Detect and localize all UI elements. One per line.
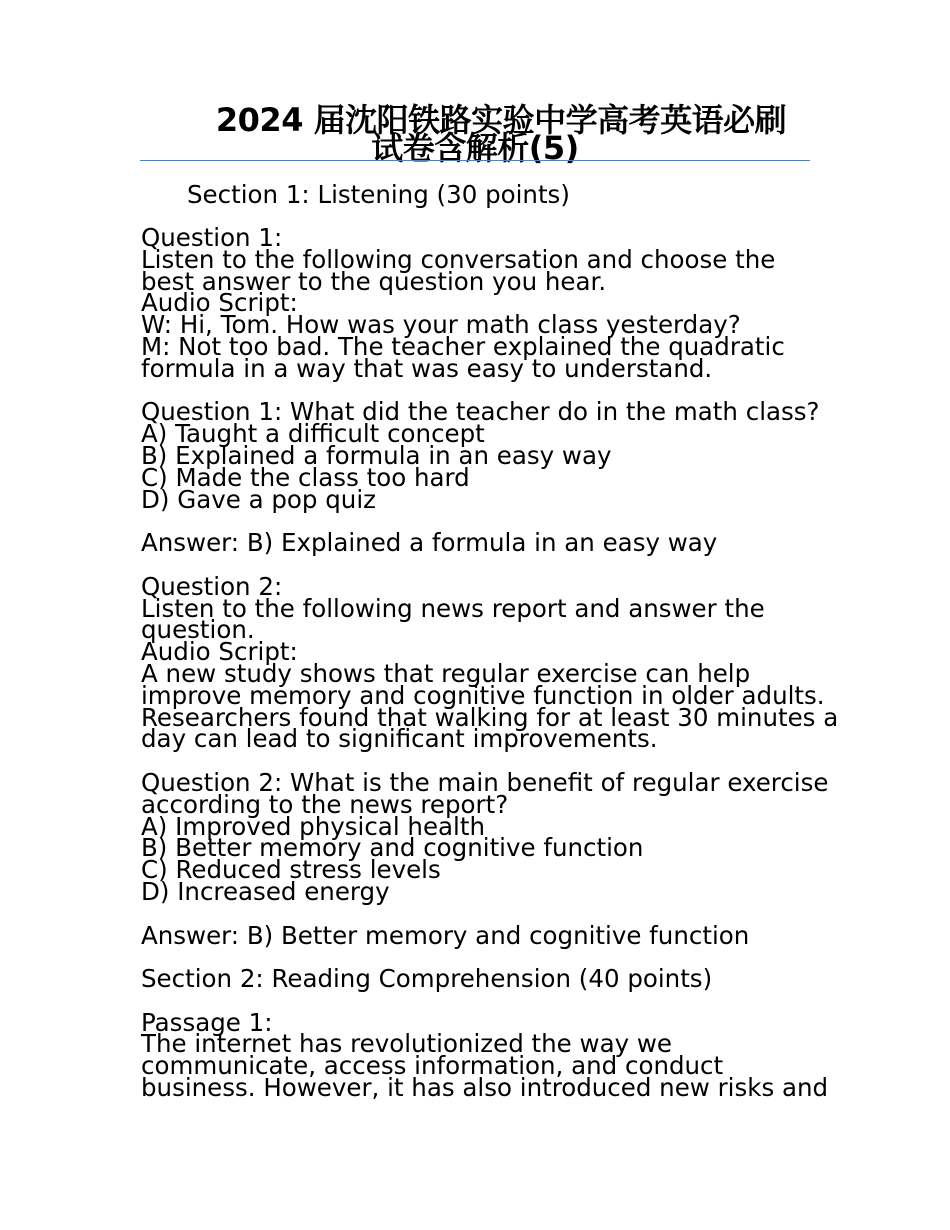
- question-1-option-c: C) Made the class too hard: [141, 462, 470, 492]
- question-2-audio-label: Audio Script:: [141, 637, 298, 667]
- question-2-script-line: improve memory and cognitive function in older adults.: [141, 680, 825, 710]
- question-2-instruction: Listen to the following news report and answer the: [141, 593, 765, 623]
- question-1-option-d: D) Gave a pop quiz: [141, 484, 376, 514]
- question-2-label: Question 2:: [141, 571, 283, 601]
- question-1-instruction: best answer to the question you hear.: [141, 266, 607, 296]
- question-1-instruction: Listen to the following conversation and choose the: [141, 244, 776, 274]
- question-2-instruction: question.: [141, 615, 255, 645]
- section-1-heading: Section 1: Listening (30 points): [187, 180, 570, 209]
- question-2-option-a: A) Improved physical health: [141, 811, 485, 841]
- question-1-script-line: W: Hi, Tom. How was your math class yesterday?: [141, 310, 741, 340]
- question-2-answer: Answer: B) Better memory and cognitive function: [141, 920, 750, 950]
- document-body: [141, 223, 839, 1103]
- title-line-2: 试卷含解析(5): [371, 129, 579, 167]
- title-underline: [140, 160, 810, 161]
- question-2-text: Question 2: What is the main benefit of regular exercise: [141, 767, 829, 797]
- question-2-text: according to the news report?: [141, 789, 509, 819]
- question-1-answer: Answer: B) Explained a formula in an easy way: [141, 528, 718, 558]
- question-2-option-b: B) Better memory and cognitive function: [141, 833, 644, 863]
- question-1-script-line: M: Not too bad. The teacher explained the quadratic: [141, 331, 785, 361]
- question-1-script-line: formula in a way that was easy to understand.: [141, 353, 713, 383]
- passage-1-text-line: The internet has revolutionized the way we: [141, 1029, 672, 1059]
- question-2-option-c: C) Reduced stress levels: [141, 855, 441, 885]
- question-1-option-b: B) Explained a formula in an easy way: [141, 440, 612, 470]
- title-line-1: 2024 届沈阳铁路实验中学高考英语必刷: [215, 101, 787, 139]
- passage-1-text-line: business. However, it has also introduced new risks and: [141, 1073, 829, 1103]
- question-2-script-line: Researchers found that walking for at least 30 minutes a: [141, 702, 839, 732]
- question-1-audio-label: Audio Script:: [141, 288, 298, 318]
- question-2-option-d: D) Increased energy: [141, 876, 390, 906]
- section-2-heading: Section 2: Reading Comprehension (40 points): [141, 964, 713, 994]
- question-2-script-line: A new study shows that regular exercise can help: [141, 658, 751, 688]
- document-title: [140, 101, 810, 167]
- passage-1-label: Passage 1:: [141, 1007, 273, 1037]
- question-1-text: Question 1: What did the teacher do in the math class?: [141, 397, 820, 427]
- question-2-script-line: day can lead to significant improvements.: [141, 724, 658, 754]
- question-1-label: Question 1:: [141, 223, 283, 252]
- passage-1-text-line: communicate, access information, and conduct: [141, 1051, 724, 1081]
- question-1-option-a: A) Taught a difficult concept: [141, 419, 485, 449]
